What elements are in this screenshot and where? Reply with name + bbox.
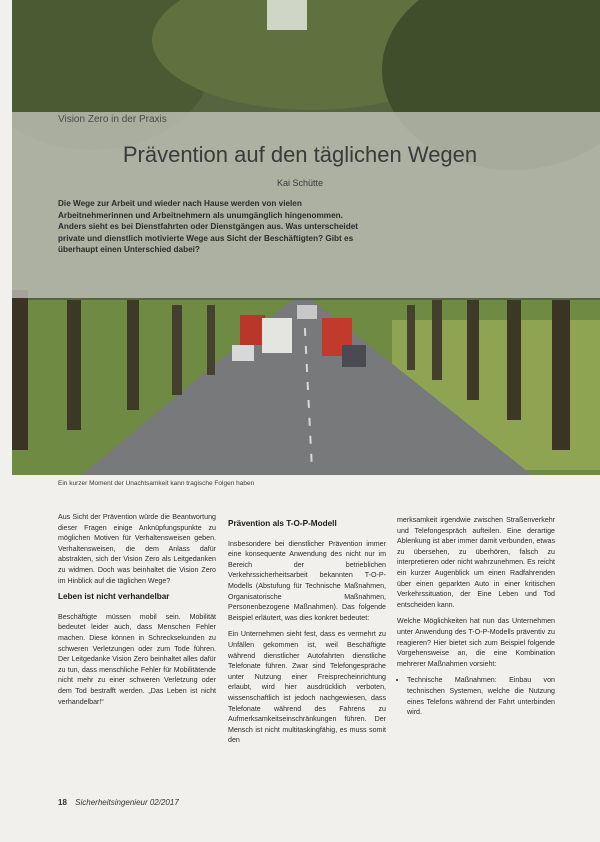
measures-list — [397, 675, 555, 717]
paragraph: merksamkeit irgendwie zwischen Straßenverkehr und Telefongespräch aufteilen. Eine derartige Ablenkung ist aber immer damit verbunden, etwas zu übersehen, zu überhören, falsch zu interpretieren oder nicht wahrzunehmen. Es reicht ein kurzer Augenblick um einen Radfahrenden über einen geparkten Auto in einer kritischen Verkehrssituation, der Eine Leben und Tod entscheiden kann. — [397, 516, 555, 609]
photo-caption: Ein kurzer Moment der Unachtsamkeit kann tragische Folgen haben — [58, 480, 255, 487]
page-number: 18 — [58, 798, 67, 807]
section-heading: Prävention als T-O-P-Modell — [228, 519, 337, 528]
text-column-3 — [397, 515, 555, 718]
paragraph: Aus Sicht der Prävention würde die Beantwortung dieser Fragen einige Anknüpfungspunkte zu möglichen Motiven für Verhaltensweisen geben. Verhaltensweisen, die dem Anlass dafür abstrakten, sich der Vision Zero als Leitgedanken zu widmen. Doch was beinhaltet die Vision Zero im Hinblick auf die täglichen Wege? — [58, 513, 216, 585]
article-title: Prävention auf den täglichen Wegen — [122, 142, 478, 167]
article-author: Kai Schütte — [276, 178, 324, 188]
text-column-2 — [228, 515, 386, 752]
page-footer — [58, 798, 179, 807]
paragraph: Ein Unternehmen sieht fest, dass es vermehrt zu Unfällen gekommen ist, weil Beschäftigte während dienstlicher Autofahrten dienstliche Telefonate führen. Zwar sind Telefongespräche unter Nutzung einer Freisprecheinrichtung erlaubt, wird hier ausdrücklich verboten, wissenschaftlich ist jedoch nachgewiesen, dass Telefonate während des Fahrens zu Aufmerksamkeitseinschränkungen führen. Der Mensch ist nicht multitaskingfähig, es muss somit den — [228, 630, 386, 745]
text-column-1 — [58, 512, 216, 713]
section-heading: Leben ist nicht verhandelbar — [58, 592, 170, 602]
paragraph: Beschäftigte müssen mobil sein. Mobilität bedeutet leider auch, dass Menschen Fehler machen. Diese können in Schrecksekunden zu schweren Verletzungen oder zum Tode führen. Der Leitgedanke Vision Zero beinhaltet alles dafür zu tun, dass menschliche Fehler für Mobilitätende nicht mehr zu einer schweren Verletzung oder dem Tod bestrafft werden. „Das Leben ist nicht verhandelbar!“ — [58, 612, 216, 706]
list-item: • Technische Maßnahmen: Einbau von technischen Systemen, welche die Nutzung eines Telefons während der Fahrt unterbinden wird. — [407, 675, 555, 717]
paragraph: Welche Möglichkeiten hat nun das Unternehmen unter Anwendung des T-O-P-Modells präventiv zu reagieren? Hier bietet sich zum Beispiel folgende Vorgehensweise an, die eine Kombination mehrerer Maßnahmen vorsieht: — [397, 617, 555, 668]
paragraph: Insbesondere bei dienstlicher Prävention immer eine konsequente Anwendung des nicht nur im Bereich der betrieblichen Verkehrssicherheitsarbeit bekannten T-O-P-Modells (Abstufung für Technische Maßnahmen, Organisatorische Maßnahmen, Personenbezogene Maßnahmen). Das folgende Beispiel erläutert, was dies konkret bedeutet: — [228, 539, 386, 622]
article-lead: Die Wege zur Arbeit und wieder nach Hause werden von vielen Arbeitnehmerinnen und Arbeitnehmern als unumgänglich hingenommen. Anders sieht es bei Dienstfahrten oder Dienstgängen aus. Was unterscheidet private und dienstlich motivierte Wege aus Sicht der Beschäftigten? Gibt es überhaupt einen Unterschied dabei? — [58, 199, 358, 255]
magazine-name: Sicherheitsingenieur 02/2017 — [75, 798, 179, 807]
article-kicker: Vision Zero in der Praxis — [58, 114, 167, 125]
